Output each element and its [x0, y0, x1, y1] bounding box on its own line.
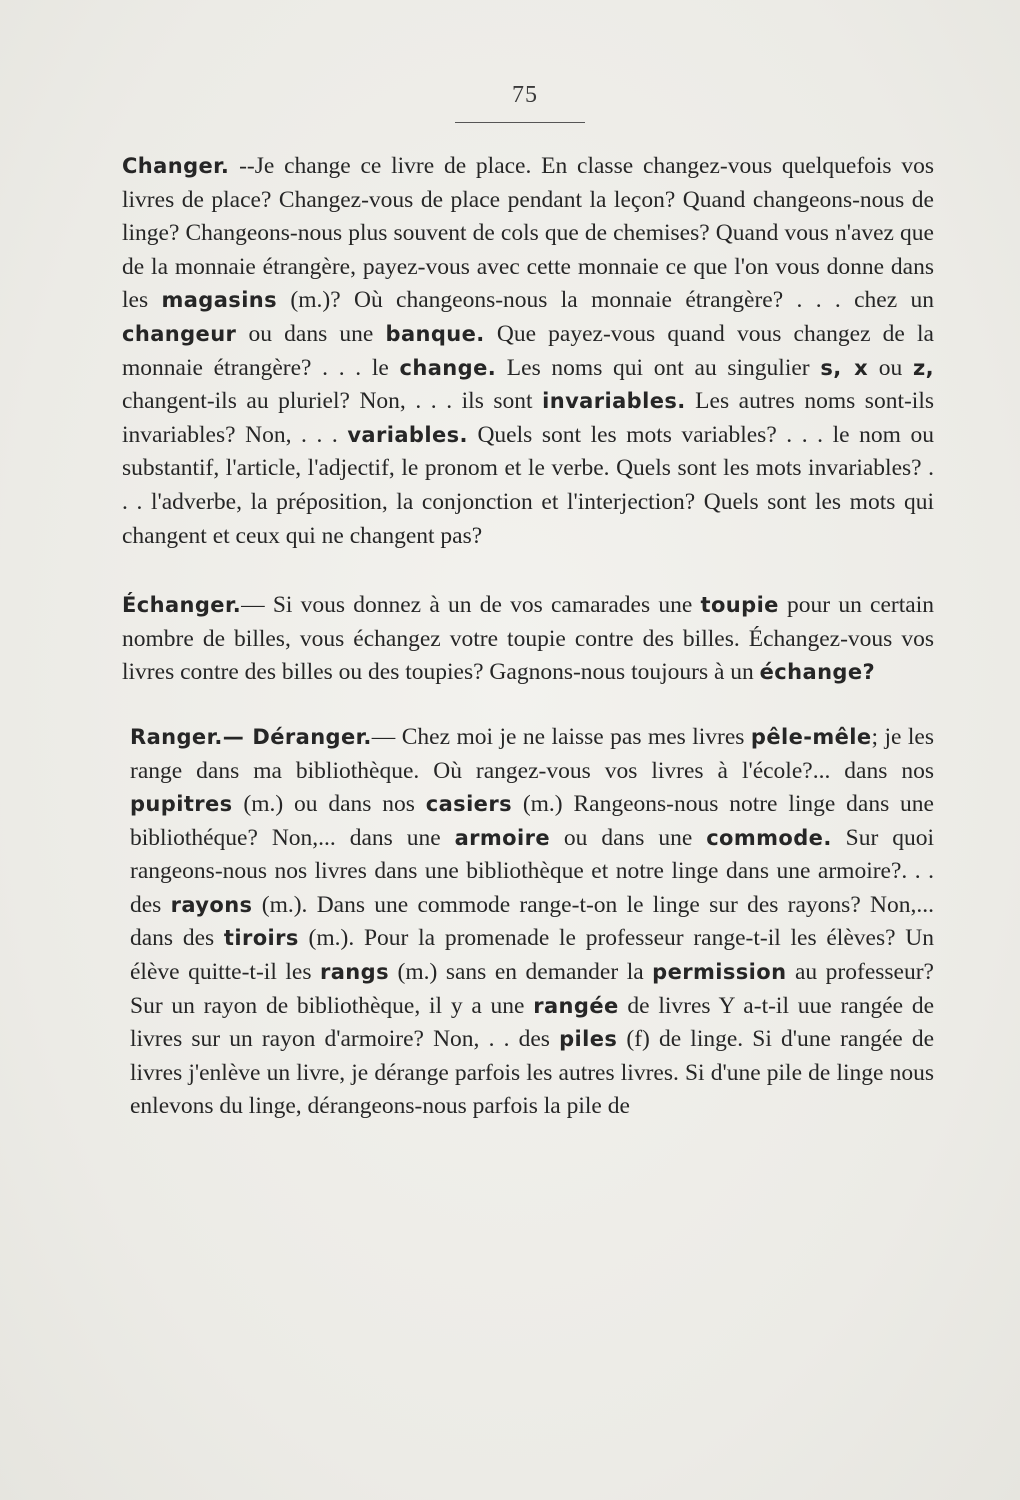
bold-term: pupitres: [130, 792, 233, 817]
text-run: --Je change ce livre de place. En classe changez-vous quelquefois vos livres de place? Changez-vous de place pendant la leçon? Quand changeons-nous de linge? Changeons-nous plus souvent de cols que de chemises? Quand vous n'avez que de la monnaie étrangère, payez-vous avec cette monnaie ce que l'on vous donne dans les: [122, 153, 934, 314]
text-run: Sur quoi rangeons-nous nos livres dans une bibliothèque et notre linge dans une armoire?. . . des: [130, 824, 934, 918]
bold-term: rangs: [319, 960, 389, 985]
text-run: pour un certain nombre de billes, vous échangez votre toupie contre des billes. Échangez-vous vos livres contre des billes ou des toupies? Gagnons-nous toujours à un: [122, 592, 934, 686]
paragraph-changer: [122, 150, 934, 553]
bold-term: armoire: [454, 825, 550, 850]
bold-term: tiroirs: [223, 926, 299, 951]
text-run: — Chez moi je ne laisse pas mes livres: [371, 723, 751, 750]
paragraph-echanger: [122, 589, 934, 690]
text-run: (m.)? Où changeons-nous la monnaie étrangère? . . . chez un: [277, 287, 934, 314]
text-run: Quels sont les mots variables? . . . le nom ou substantif, l'article, l'adjectif, le pronom et le verbe. Quels sont les mots invariables? . . . l'adverbe, la préposition, la conjonction et l'interjection? Quels sont les mots qui changent et ceux qui ne changent pas?: [122, 421, 934, 549]
bold-term: pêle-mêle: [750, 724, 872, 749]
header-rule: [455, 122, 585, 123]
bold-term: magasins: [161, 288, 278, 313]
bold-term: change.: [399, 355, 497, 380]
text-run: au professeur? Sur un rayon de bibliothèque, il y a une: [130, 959, 934, 1019]
text-run: (m.). Dans une commode range-t-on le linge sur des rayons? Non,... dans des: [130, 891, 934, 952]
bold-term: échange?: [759, 660, 876, 685]
bold-term: banque.: [385, 321, 485, 346]
bold-term: toupie: [700, 593, 779, 618]
text-run: Les autres noms sont-ils invariables? Non, . . .: [122, 388, 935, 448]
bold-term: rayons: [170, 892, 253, 917]
bold-term: z,: [913, 355, 935, 380]
bold-term: rangée: [533, 993, 619, 1018]
text-run: changent-ils au pluriel? Non, . . . ils sont: [122, 388, 543, 415]
text-run: de livres Y a-t-il uue rangée de livres sur un rayon d'armoire? Non, . . des: [130, 992, 934, 1053]
bold-term: piles: [559, 1027, 618, 1052]
text-run: ; je les range dans ma bibliothèque. Où rangez-vous vos livres à l'école?... dans nos: [130, 723, 935, 784]
text-run: Que payez-vous quand vous changez de la monnaie étrangère? . . . le: [122, 320, 934, 381]
text-run: (m.) Rangeons-nous notre linge dans une bibliothéque? Non,... dans une: [130, 791, 934, 851]
bold-term: changeur: [122, 321, 237, 346]
bold-term: s, x: [820, 355, 869, 380]
bold-term: permission: [652, 960, 787, 985]
page-body: [122, 150, 934, 1124]
text-run: (m.) ou dans nos: [232, 791, 426, 818]
text-run: — Si vous donnez à un de vos camarades une: [241, 592, 701, 619]
bold-term: variables.: [347, 422, 468, 447]
bold-term: Ranger.— Déranger.: [130, 724, 372, 749]
text-run: ou dans une: [236, 320, 386, 347]
text-run: ou dans une: [550, 824, 707, 851]
text-run: (m.) sans en demander la: [389, 959, 653, 986]
text-run: Les noms qui ont au singulier: [496, 354, 821, 381]
text-run: (m.). Pour la promenade le professeur range-t-il les élèves? Un élève quitte-t-il les: [130, 925, 935, 986]
bold-term: casiers: [425, 792, 512, 817]
text-run: (f) de linge. Si d'une rangée de livres j'enlève un livre, je dérange parfois les autres livres. Si d'une pile de linge nous enlevons du linge, dérangeons-nous parfois la pile de: [130, 1026, 935, 1120]
bold-term: invariables.: [542, 389, 686, 414]
bold-term: commode.: [706, 825, 832, 850]
bold-term: Échanger.: [122, 593, 242, 618]
text-run: ou: [868, 354, 913, 381]
page-number: 75: [512, 82, 538, 108]
bold-term: Changer.: [122, 154, 230, 178]
paragraph-ranger: [122, 721, 934, 1124]
